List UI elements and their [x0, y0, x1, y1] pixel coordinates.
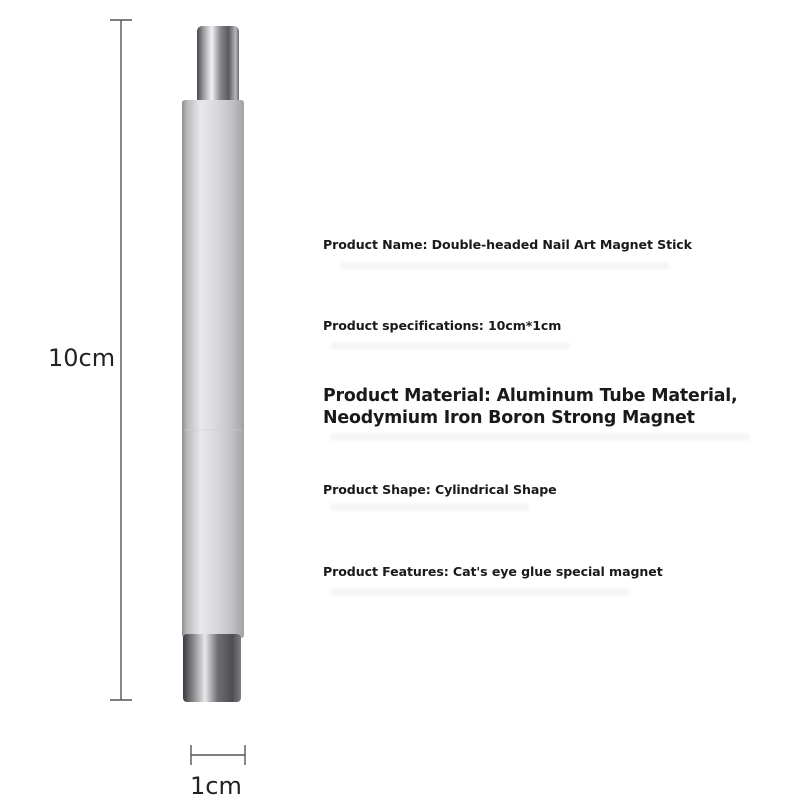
top-magnet-cap: [197, 26, 239, 104]
product-features: Product Features: Cat's eye glue special magnet: [323, 564, 663, 579]
width-label: 1cm: [190, 772, 242, 800]
product-name: Product Name: Double-headed Nail Art Magnet Stick: [323, 237, 692, 252]
bottom-magnet-cap: [183, 634, 241, 702]
product-material-line1: Product Material: Aluminum Tube Material,: [323, 386, 738, 406]
product-specifications: Product specifications: 10cm*1cm: [323, 318, 562, 333]
product-shape: Product Shape: Cylindrical Shape: [323, 482, 557, 497]
width-dimension-line: [191, 745, 245, 765]
product-material-line2: Neodymium Iron Boron Strong Magnet: [323, 408, 695, 428]
height-label: 10cm: [48, 344, 116, 372]
aluminum-body: [182, 100, 244, 638]
